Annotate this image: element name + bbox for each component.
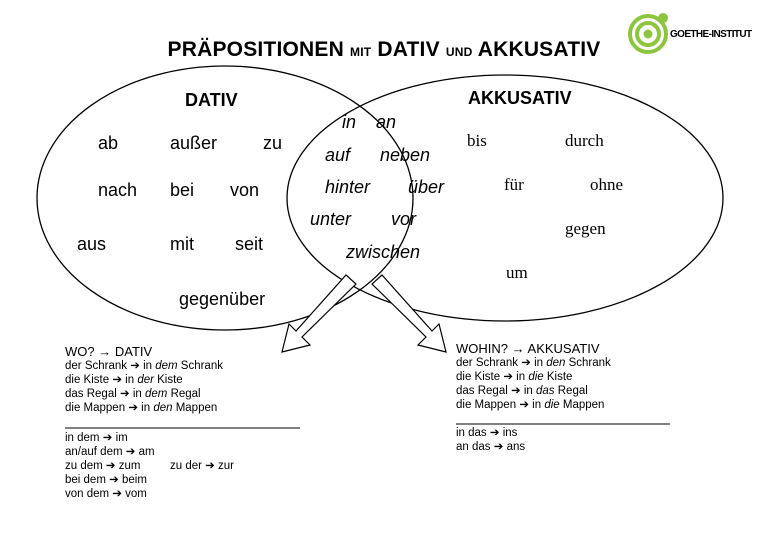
arrow-to-dativ-icon xyxy=(282,275,356,352)
dativ-word: seit xyxy=(235,234,264,254)
both-word: an xyxy=(376,112,397,132)
both-word: unter xyxy=(310,209,352,229)
akkusativ-word: bis xyxy=(467,131,487,150)
page-title xyxy=(0,38,768,62)
wo-example: die Kiste ➔ in der Kiste xyxy=(65,374,183,386)
akkusativ-label: AKKUSATIV xyxy=(468,88,572,108)
wo-heading xyxy=(65,345,223,359)
both-word: über xyxy=(408,177,445,197)
right-arrow-icon: ➔ xyxy=(205,460,215,472)
wohin-example: die Mappen ➔ in die Mappen xyxy=(456,399,605,411)
wohin-case: AKKUSATIV xyxy=(527,341,600,356)
akkusativ-word: durch xyxy=(565,131,604,150)
logo-text: GOETHE-INSTITUT xyxy=(670,29,752,40)
dativ-word: nach xyxy=(98,180,138,200)
akkusativ-word: ohne xyxy=(590,175,624,194)
wo-example: das Regal ➔ in dem Regal xyxy=(65,388,201,400)
contraction: an das ➔ ans xyxy=(456,441,526,453)
right-arrow-icon: → xyxy=(511,341,525,356)
right-arrow-icon: ➔ xyxy=(112,374,122,386)
right-arrow-icon: ➔ xyxy=(503,371,513,383)
right-arrow-icon: ➔ xyxy=(493,441,504,453)
dativ-word: gegenüber xyxy=(179,289,266,309)
wo-example: der Schrank ➔ in dem Schrank xyxy=(65,360,223,372)
wohin-heading-text: WOHIN? xyxy=(456,341,508,356)
contraction: in das ➔ ins xyxy=(456,427,518,439)
dativ-word: zu xyxy=(263,133,283,153)
title-small1: MIT xyxy=(350,45,372,59)
dativ-word: mit xyxy=(170,234,194,254)
right-arrow-icon: ➔ xyxy=(130,360,140,372)
right-arrow-icon: ➔ xyxy=(120,388,130,400)
title-small2: UND xyxy=(445,45,473,59)
contraction: von dem ➔ vom xyxy=(65,488,147,500)
right-arrow-icon: ➔ xyxy=(109,474,119,486)
right-arrow-icon: ➔ xyxy=(102,432,113,444)
right-arrow-icon: ➔ xyxy=(128,402,138,414)
wohin-example: das Regal ➔ in das Regal xyxy=(456,385,588,397)
wohin-example: der Schrank ➔ in den Schrank xyxy=(456,357,611,369)
both-word: neben xyxy=(380,145,431,165)
arrow-to-akkusativ-icon xyxy=(372,275,446,352)
wohin-example: die Kiste ➔ in die Kiste xyxy=(456,371,573,383)
contraction: an/auf dem ➔ am xyxy=(65,446,155,458)
right-arrow-icon: → xyxy=(98,344,112,359)
both-word: in xyxy=(342,112,357,132)
contraction: zu dem ➔ zum xyxy=(65,460,141,472)
dativ-word: von xyxy=(230,180,260,200)
right-arrow-icon: ➔ xyxy=(125,446,136,458)
both-word: auf xyxy=(325,145,351,165)
right-arrow-icon: ➔ xyxy=(112,488,122,500)
akkusativ-word: gegen xyxy=(565,219,606,238)
wohin-contractions xyxy=(456,426,525,454)
both-word: hinter xyxy=(325,177,371,197)
wo-case: DATIV xyxy=(114,344,153,359)
title-part3: AKKUSATIV xyxy=(477,38,601,61)
right-arrow-icon: ➔ xyxy=(511,385,521,397)
wo-section xyxy=(65,345,223,415)
both-word: zwischen xyxy=(346,242,421,262)
contraction: bei dem ➔ beim xyxy=(65,474,147,486)
right-arrow-icon: ➔ xyxy=(489,427,500,439)
wohin-section xyxy=(456,342,611,412)
right-arrow-icon: ➔ xyxy=(519,399,529,411)
dativ-word: außer xyxy=(170,133,218,153)
right-arrow-icon: ➔ xyxy=(521,357,531,369)
contraction: in dem ➔ im xyxy=(65,432,128,444)
dativ-word: aus xyxy=(77,234,107,254)
dativ-word: ab xyxy=(98,133,119,153)
dativ-word: bei xyxy=(170,180,195,200)
title-part1: PRÄPOSITIONEN xyxy=(167,38,344,61)
akkusativ-word: um xyxy=(506,263,528,282)
wo-heading-text: WO? xyxy=(65,344,95,359)
contraction-extra: zu der ➔ zur xyxy=(170,460,234,472)
wo-contractions xyxy=(65,431,155,501)
dativ-label: DATIV xyxy=(185,90,238,110)
wo-example: die Mappen ➔ in den Mappen xyxy=(65,402,218,414)
right-arrow-icon: ➔ xyxy=(105,460,116,472)
akkusativ-word: für xyxy=(504,175,524,194)
both-word: vor xyxy=(391,209,417,229)
title-part2: DATIV xyxy=(377,38,440,61)
wohin-heading xyxy=(456,342,611,356)
